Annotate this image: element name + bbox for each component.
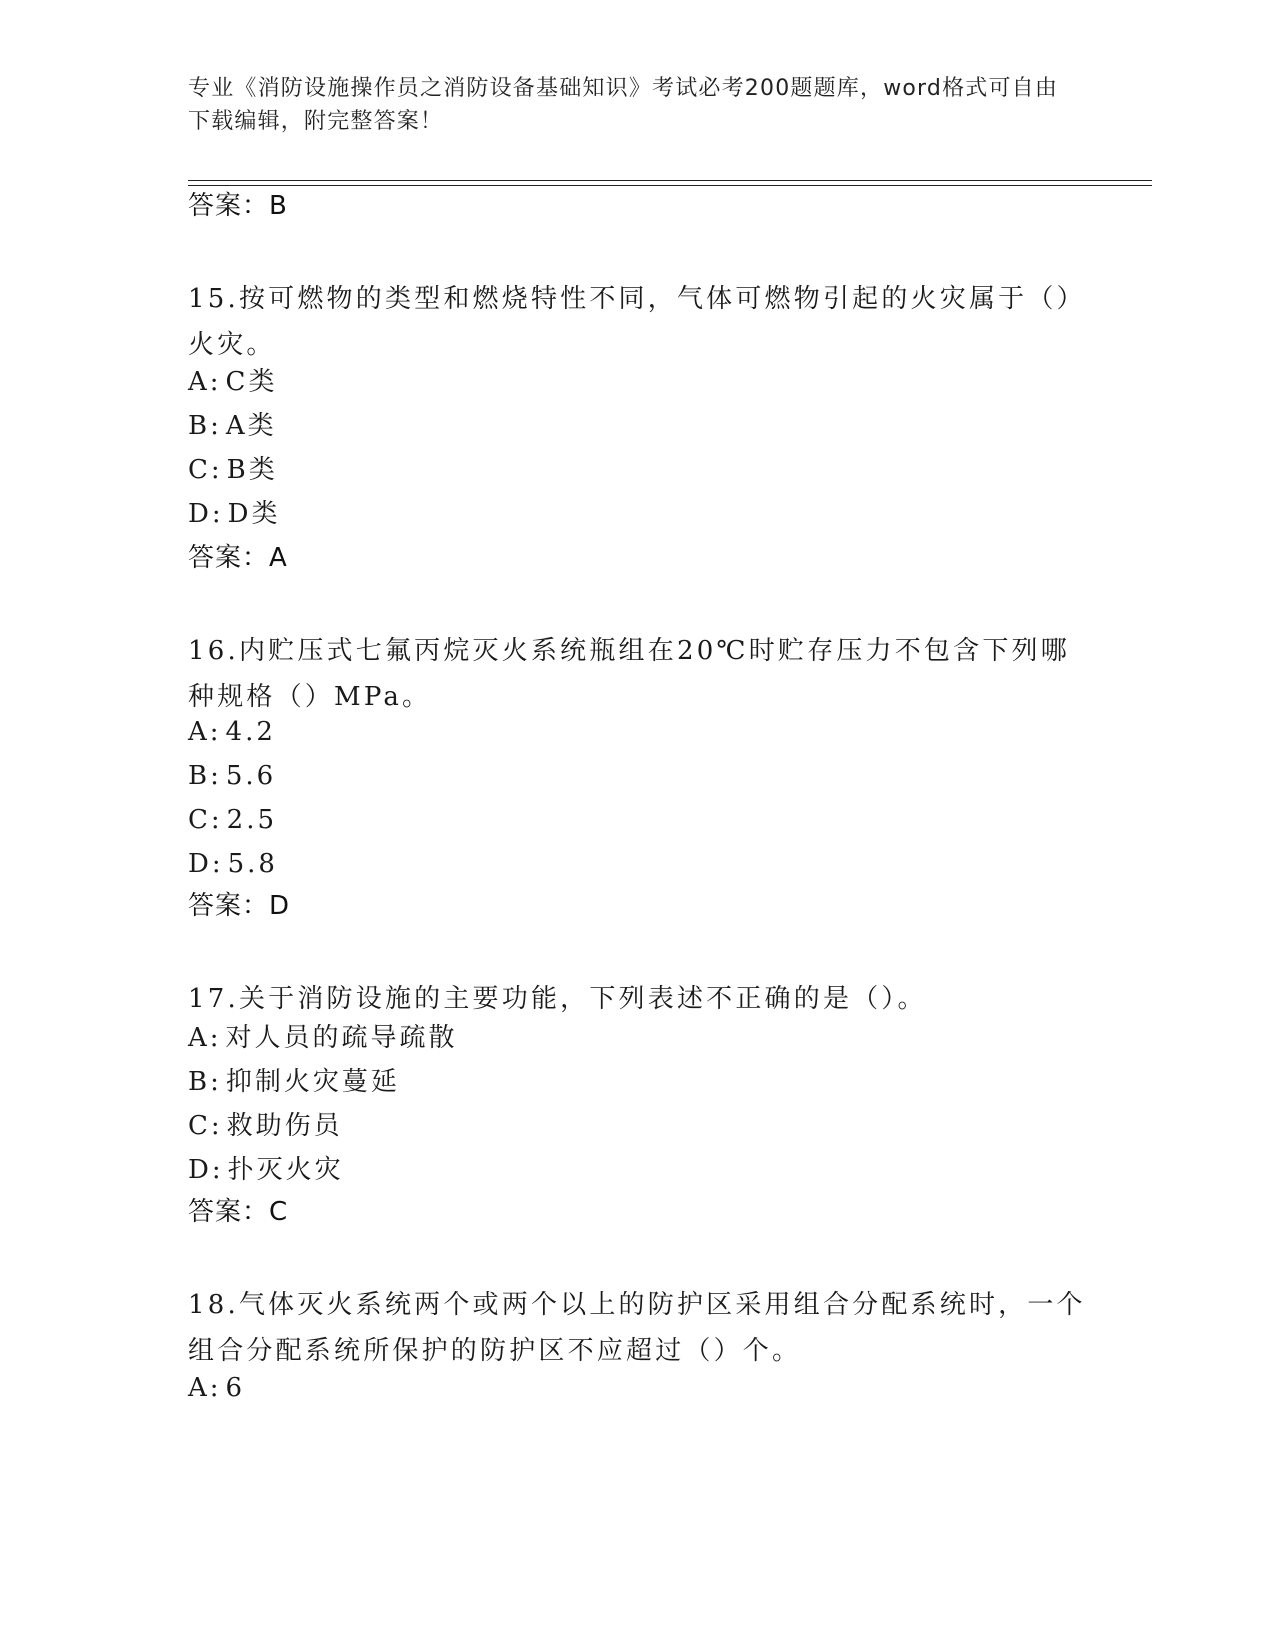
q16-option-a: A: 4.2: [188, 717, 276, 747]
q17-option-c: C: 救助伤员: [188, 1111, 343, 1141]
q15-option-c: C: B类: [188, 455, 278, 485]
q16-option-b: B: 5.6: [188, 761, 277, 791]
answer-q16: 答案：D: [188, 891, 291, 921]
q15-option-a: A: C类: [188, 367, 278, 397]
q17-option-a: A: 对人员的疏导疏散: [188, 1023, 458, 1053]
q16-option-c: C: 2.5: [188, 805, 278, 835]
question-18: 18.气体灭火系统两个或两个以上的防护区采用组合分配系统时，一个组合分配系统所保护的防护区不应超过（）个。: [188, 1290, 1086, 1366]
question-15: 15.按可燃物的类型和燃烧特性不同，气体可燃物引起的火灾属于（）火灾。: [188, 284, 1086, 360]
q17-option-b: B: 抑制火灾蔓延: [188, 1067, 400, 1097]
q15-option-d: D: D类: [188, 499, 281, 529]
header-divider-bottom: [188, 185, 1152, 186]
q18-option-a: A: 6: [188, 1373, 246, 1403]
answer-q17: 答案：C: [188, 1197, 289, 1227]
answer-q15: 答案：A: [188, 543, 288, 573]
question-17: 17.关于消防设施的主要功能，下列表述不正确的是（）。: [188, 984, 927, 1014]
q17-option-d: D: 扑灭火灾: [188, 1155, 344, 1185]
header-divider-top: [188, 180, 1152, 181]
question-16: 16.内贮压式七氟丙烷灭火系统瓶组在20℃时贮存压力不包含下列哪种规格（）MPa。: [188, 636, 1070, 712]
q15-option-b: B: A类: [188, 411, 277, 441]
q16-option-d: D: 5.8: [188, 849, 278, 879]
document-header: 专业《消防设施操作员之消防设备基础知识》考试必考200题题库，word格式可自由下载编辑，附完整答案！: [188, 76, 1059, 134]
answer-q14: 答案：B: [188, 191, 288, 221]
